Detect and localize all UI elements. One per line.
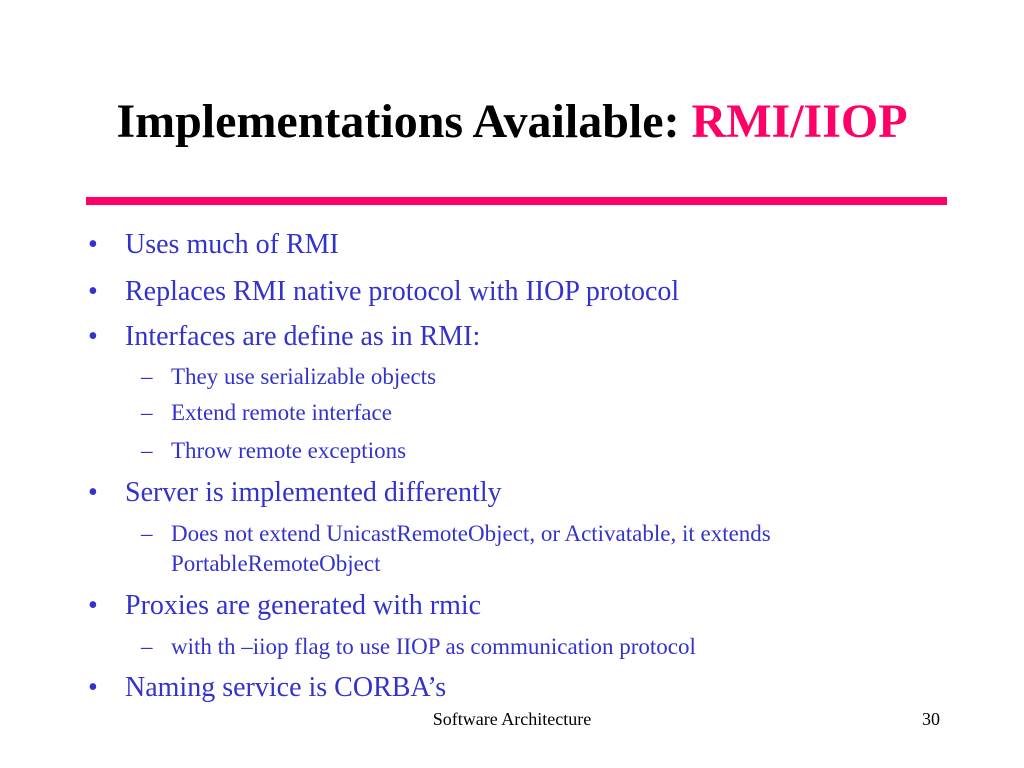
bullet-marker: • [88,477,98,508]
bullet-marker: • [88,590,98,621]
footer-page-number: 30 [922,709,940,729]
bullet-text: Proxies are generated with rmic [125,590,482,621]
sub-bullet-text: Does not extend UnicastRemoteObject, or Activatable, it extends [171,521,771,546]
bullet-marker: • [88,672,98,703]
slide-title-main: Implementations Available: [116,95,692,148]
sub-bullet-text: They use serializable objects [171,364,437,389]
bullet-text: Replaces RMI native protocol with IIOP protocol [125,276,680,307]
sub-bullet-marker: – [141,634,153,659]
sub-bullet-text: Extend remote interface [171,400,392,425]
bullet-text: Server is implemented differently [125,477,502,508]
sub-bullet-marker: – [141,400,153,425]
bullet-text: Uses much of RMI [125,229,339,260]
sub-bullet-text: with th –iiop flag to use IIOP as communication protocol [171,634,696,659]
sub-bullet-marker: – [141,364,153,389]
bullet-text: Interfaces are define as in RMI: [125,321,481,352]
sub-bullet-marker: – [141,438,153,463]
bullet-marker: • [88,229,98,260]
sub-bullet-marker: – [141,521,153,546]
slide-title-accent: RMI/IIOP [691,95,908,148]
bullet-marker: • [88,321,98,352]
bullet-marker: • [88,276,98,307]
bullet-text: Naming service is CORBA’s [125,672,447,703]
sub-bullet-text: Throw remote exceptions [171,438,407,463]
footer-course-title: Software Architecture [432,709,592,729]
sub-bullet-text: PortableRemoteObject [171,551,381,576]
